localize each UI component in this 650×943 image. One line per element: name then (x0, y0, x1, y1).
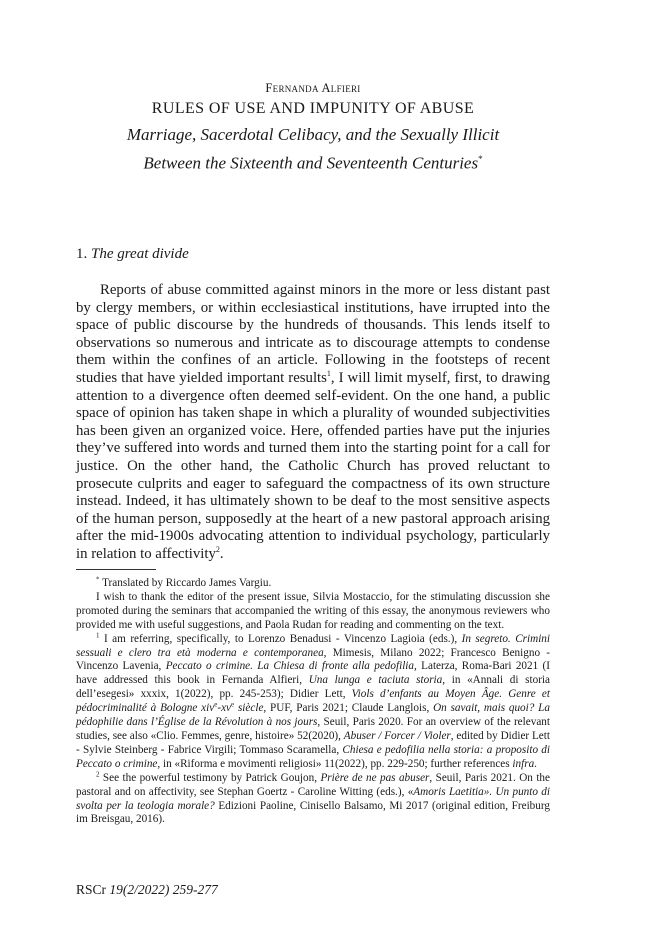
journal-citation: 19(2/2022) 259-277 (109, 882, 218, 897)
fn1-work-title: Peccato o crimine. La Chiesa di fronte alla pedofilia, (165, 660, 417, 673)
article-subtitle (76, 123, 550, 176)
footnote-ref-2[interactable]: 2 (215, 544, 220, 554)
fn1-text: , in «Riforma e movimenti religiosi» 11(2022), pp. 229-250; further references (157, 757, 513, 770)
fn1-work-title: Viols d’enfants au Moyen Âge. Genre et pédocriminalité à Bologne xiv (76, 688, 550, 715)
footnote-2-mark: 2 (96, 769, 100, 778)
footnote-separator (76, 569, 156, 570)
fn1-text: Seuil, Paris 2020. For an overview of the relevant studies, see also «Clio. Femmes, genre, histoire» 52(2020), (76, 716, 550, 742)
fn1-work-title: Chiesa e pedofilia nella storia: a proposito di Peccato o crimine (76, 743, 550, 770)
fn2-work-title: Amoris Laetitia». Un punto di svolta per la teologia morale? (76, 785, 550, 812)
body-text-2: , I will limit myself, first, to drawing attention to a divergence often deemed self-evident. On the one hand, a public space of opinion has taken shape in which a plurality of wounded subjectivities has been given an organized voice. Here, offended parties have put the injuries they’ve suffered into words and turned them into the starting point for a call for justice. On the other hand, the Catholic Church has proved reluctant to prosecute culprits and eager to safeguard the compactness of its own structure instead. Indeed, it has ultimately shown to be deaf to the most sensitive aspects of the human person, supposedly at the heart of a new pastoral approach arising after the mid-1900s advocating attention to individual psychology, particularly in relation to affectivity (76, 369, 550, 562)
subtitle-line-2: Between the Sixteenth and Seventeenth Centuries (143, 153, 479, 173)
footnote-1-mark: 1 (96, 630, 100, 639)
footnote-star-mark: * (96, 575, 100, 584)
fn1-superscript: e (231, 700, 235, 709)
fn1-text: . (534, 757, 537, 770)
section-title: The great divide (91, 246, 189, 262)
footnotes (76, 577, 550, 827)
fn1-work-title: Una lunga e taciuta storia (308, 674, 443, 687)
fn1-text: Laterza, Roma-Bari 2021 (I have addressed this book in Fernanda Alfieri, (76, 660, 550, 687)
fn1-text: , Mimesis, Milano 2022; Francesco Benigno - Vincenzo Lavenia, (76, 646, 550, 673)
fn1-work-title: Abuser / Forcer / Violer (343, 729, 451, 742)
footnote-star-text: Translated by Riccardo James Vargiu. (102, 577, 272, 589)
fn1-work-title: siècle (234, 702, 264, 715)
fn1-text: I am referring, specifically, to Lorenzo Benadusi - Vincenzo Lagioia (eds.), (103, 632, 462, 645)
subtitle-line-1: Marriage, Sacerdotal Celibacy, and the Sexually Illicit (126, 125, 500, 144)
body-text-3: . (219, 545, 224, 562)
footnote-1 (76, 630, 551, 772)
author-name: Fernanda Alfieri (265, 81, 361, 95)
footnote-star (76, 577, 550, 591)
body-paragraph (76, 282, 550, 564)
fn1-work-title: -xv (217, 702, 232, 715)
journal-abbreviation: RSCr (76, 882, 107, 897)
fn1-superscript: e (214, 700, 218, 709)
fn1-text: , edited by Didier Lett - Sylvie Steinberg - Fabrice Virgili; Tommaso Scaramella, (76, 729, 550, 756)
fn1-work-title: In segreto. Crimini sessuali e clero tra età moderna e contemporanea (76, 632, 551, 659)
page-footer (76, 882, 218, 898)
fn2-text: Edizioni Paoline, Cinisello Balsamo, Mi 2017 (original edition, Freiburg im Breisgau, 2016). (76, 799, 550, 826)
fn1-text: , PUF, Paris 2021; Claude Langlois, (263, 702, 434, 715)
fn1-work-title: infra (512, 757, 535, 770)
footnote-ref-1[interactable]: 1 (326, 369, 331, 379)
fn1-work-title: On savait, mais quoi? La pédophilie dans l’Église de la Révolution à nos jours, (76, 702, 550, 729)
section-heading (76, 246, 189, 263)
fn2-text: , Seuil, Paris 2021. On the pastoral and on affectivity, see Stephan Goertz - Caroline Witting (eds.), « (76, 771, 550, 798)
footnote-2 (76, 769, 550, 828)
fn2-work-title: Prière de ne pas abuser (320, 771, 430, 784)
translation-note-ref[interactable]: * (478, 154, 483, 164)
footnote-acknowledgements: I wish to thank the editor of the present issue, Silvia Mostaccio, for the stimulating discussion she promoted during the seminars that accompanied the writing of this essay, the anonymous reviewers who provided me with useful suggestions, and Paola Rudan for reading and commenting on the text. (76, 590, 550, 631)
section-number: 1. (76, 246, 88, 262)
fn1-text: , in «Annali di storia dell’esegesi» xxxix, 1(2022), pp. 245-253); Didier Lett, (76, 674, 550, 701)
fn2-text: See the powerful testimony by Patrick Goujon, (102, 771, 321, 784)
body-text-1: Reports of abuse committed against minors in the more or less distant past by clergy members, or within ecclesiastical institutions, have irrupted into the space of public discourse by the hundreds of thousands. This lends itself to observations so numerous and intricate as to discourage attempts to condense them within the confines of an article. Following in the footsteps of recent studies that have yielded important results (76, 282, 550, 386)
paper-page (76, 0, 550, 943)
article-title: RULES OF USE AND IMPUNITY OF ABUSE (151, 100, 475, 117)
